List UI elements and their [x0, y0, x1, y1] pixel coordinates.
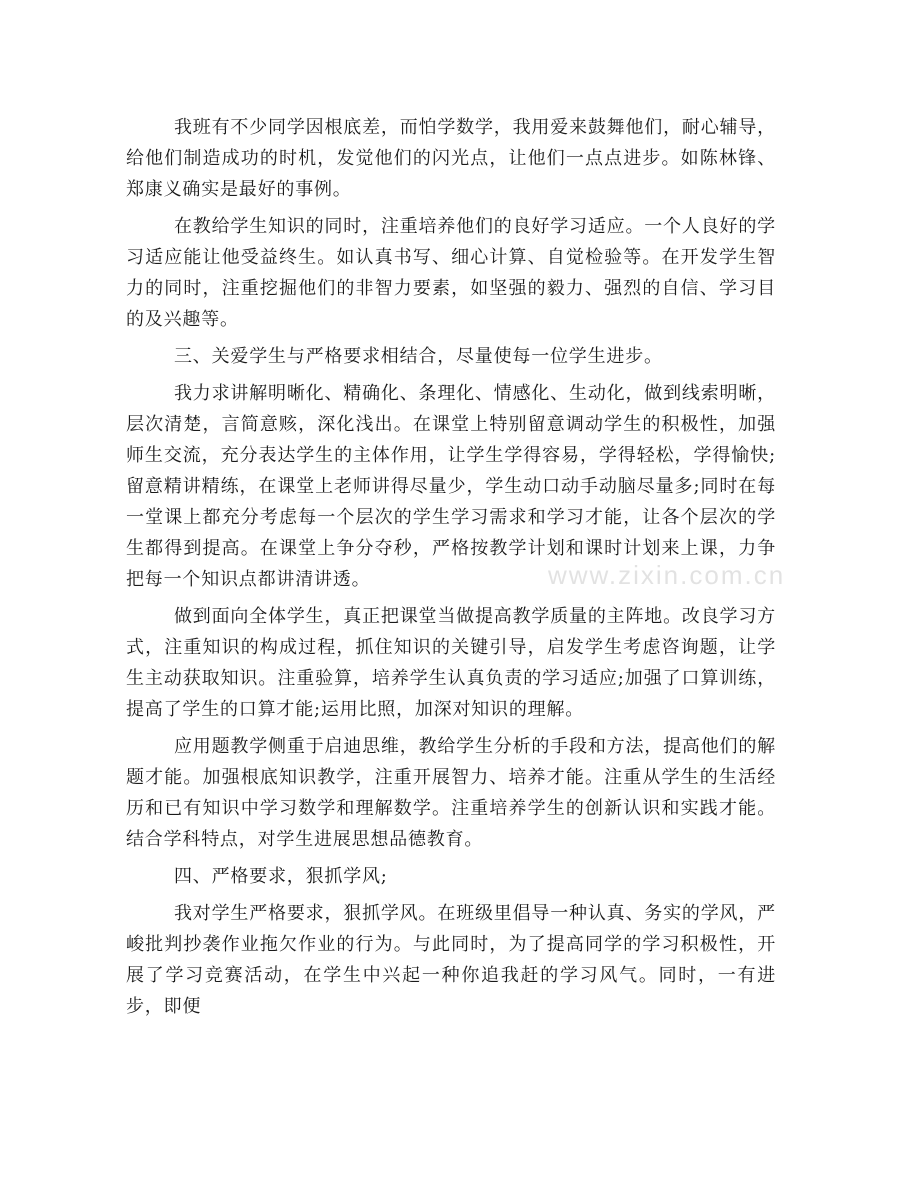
- section-heading-4: 四、严格要求，狠抓学风;: [174, 866, 388, 887]
- section-heading-3: 三、关爱学生与严格要求相结合，尽量使每一位学生进步。: [174, 346, 663, 367]
- paragraph-1: 我班有不少同学因根底差，而怕学数学，我用爱来鼓舞他们，耐心辅导，给他们制造成功的时机，发觉他们的闪光点，让他们一点点进步。如陈林锋、郑康义确实是最好的事例。: [126, 117, 776, 200]
- paragraph-6: 应用题教学侧重于启迪思维，教给学生分析的手段和方法，提高他们的解题才能。加强根底知识教学，注重开展智力、培养才能。注重从学生的生活经历和已有知识中学习数学和理解数学。注重培养学生的创新认识和实践才能。结合学科特点，对学生进展思想品德教育。: [126, 736, 776, 850]
- watermark: www.zixin.com.cn: [548, 560, 786, 590]
- document-body: [126, 112, 776, 1028]
- paragraph-5: 做到面向全体学生，真正把课堂当做提高教学质量的主阵地。改良学习方式，注重知识的构成过程，抓住知识的关键引导，启发学生考虑咨询题，让学生主动获取知识。注重验算，培养学生认真负责的学习适应;加强了口算训练，提高了学生的口算才能;运用比照，加深对知识的理解。: [126, 606, 776, 720]
- paragraph-2: 在教给学生知识的同时，注重培养他们的良好学习适应。一个人良好的学习适应能让他受益终生。如认真书写、细心计算、自觉检验等。在开发学生智力的同时，注重挖掘他们的非智力要素，如坚强的毅力、强烈的自信、学习目的及兴趣等。: [126, 216, 776, 330]
- paragraph-4: 我力求讲解明晰化、精确化、条理化、情感化、生动化，做到线索明晰，层次清楚，言简意赅，深化浅出。在课堂上特别留意调动学生的积极性，加强师生交流，充分表达学生的主体作用，让学生学得容易，学得轻松，学得愉快;留意精讲精练，在课堂上老师讲得尽量少，学生动口动手动脑尽量多;同时在每一堂课上都充分考虑每一个层次的学生学习需求和学习才能，让各个层次的学生都得到提高。在课堂上争分夺秒，严格按教学计划和课时计划来上课，力争把每一个知识点都讲清讲透。: [126, 383, 776, 590]
- paragraph-8: 我对学生严格要求，狠抓学风。在班级里倡导一种认真、务实的学风，严峻批判抄袭作业拖欠作业的行为。与此同时，为了提高同学的学习积极性，开展了学习竞赛活动，在学生中兴起一种你追我赶的学习风气。同时，一有进步，即便: [126, 903, 776, 1017]
